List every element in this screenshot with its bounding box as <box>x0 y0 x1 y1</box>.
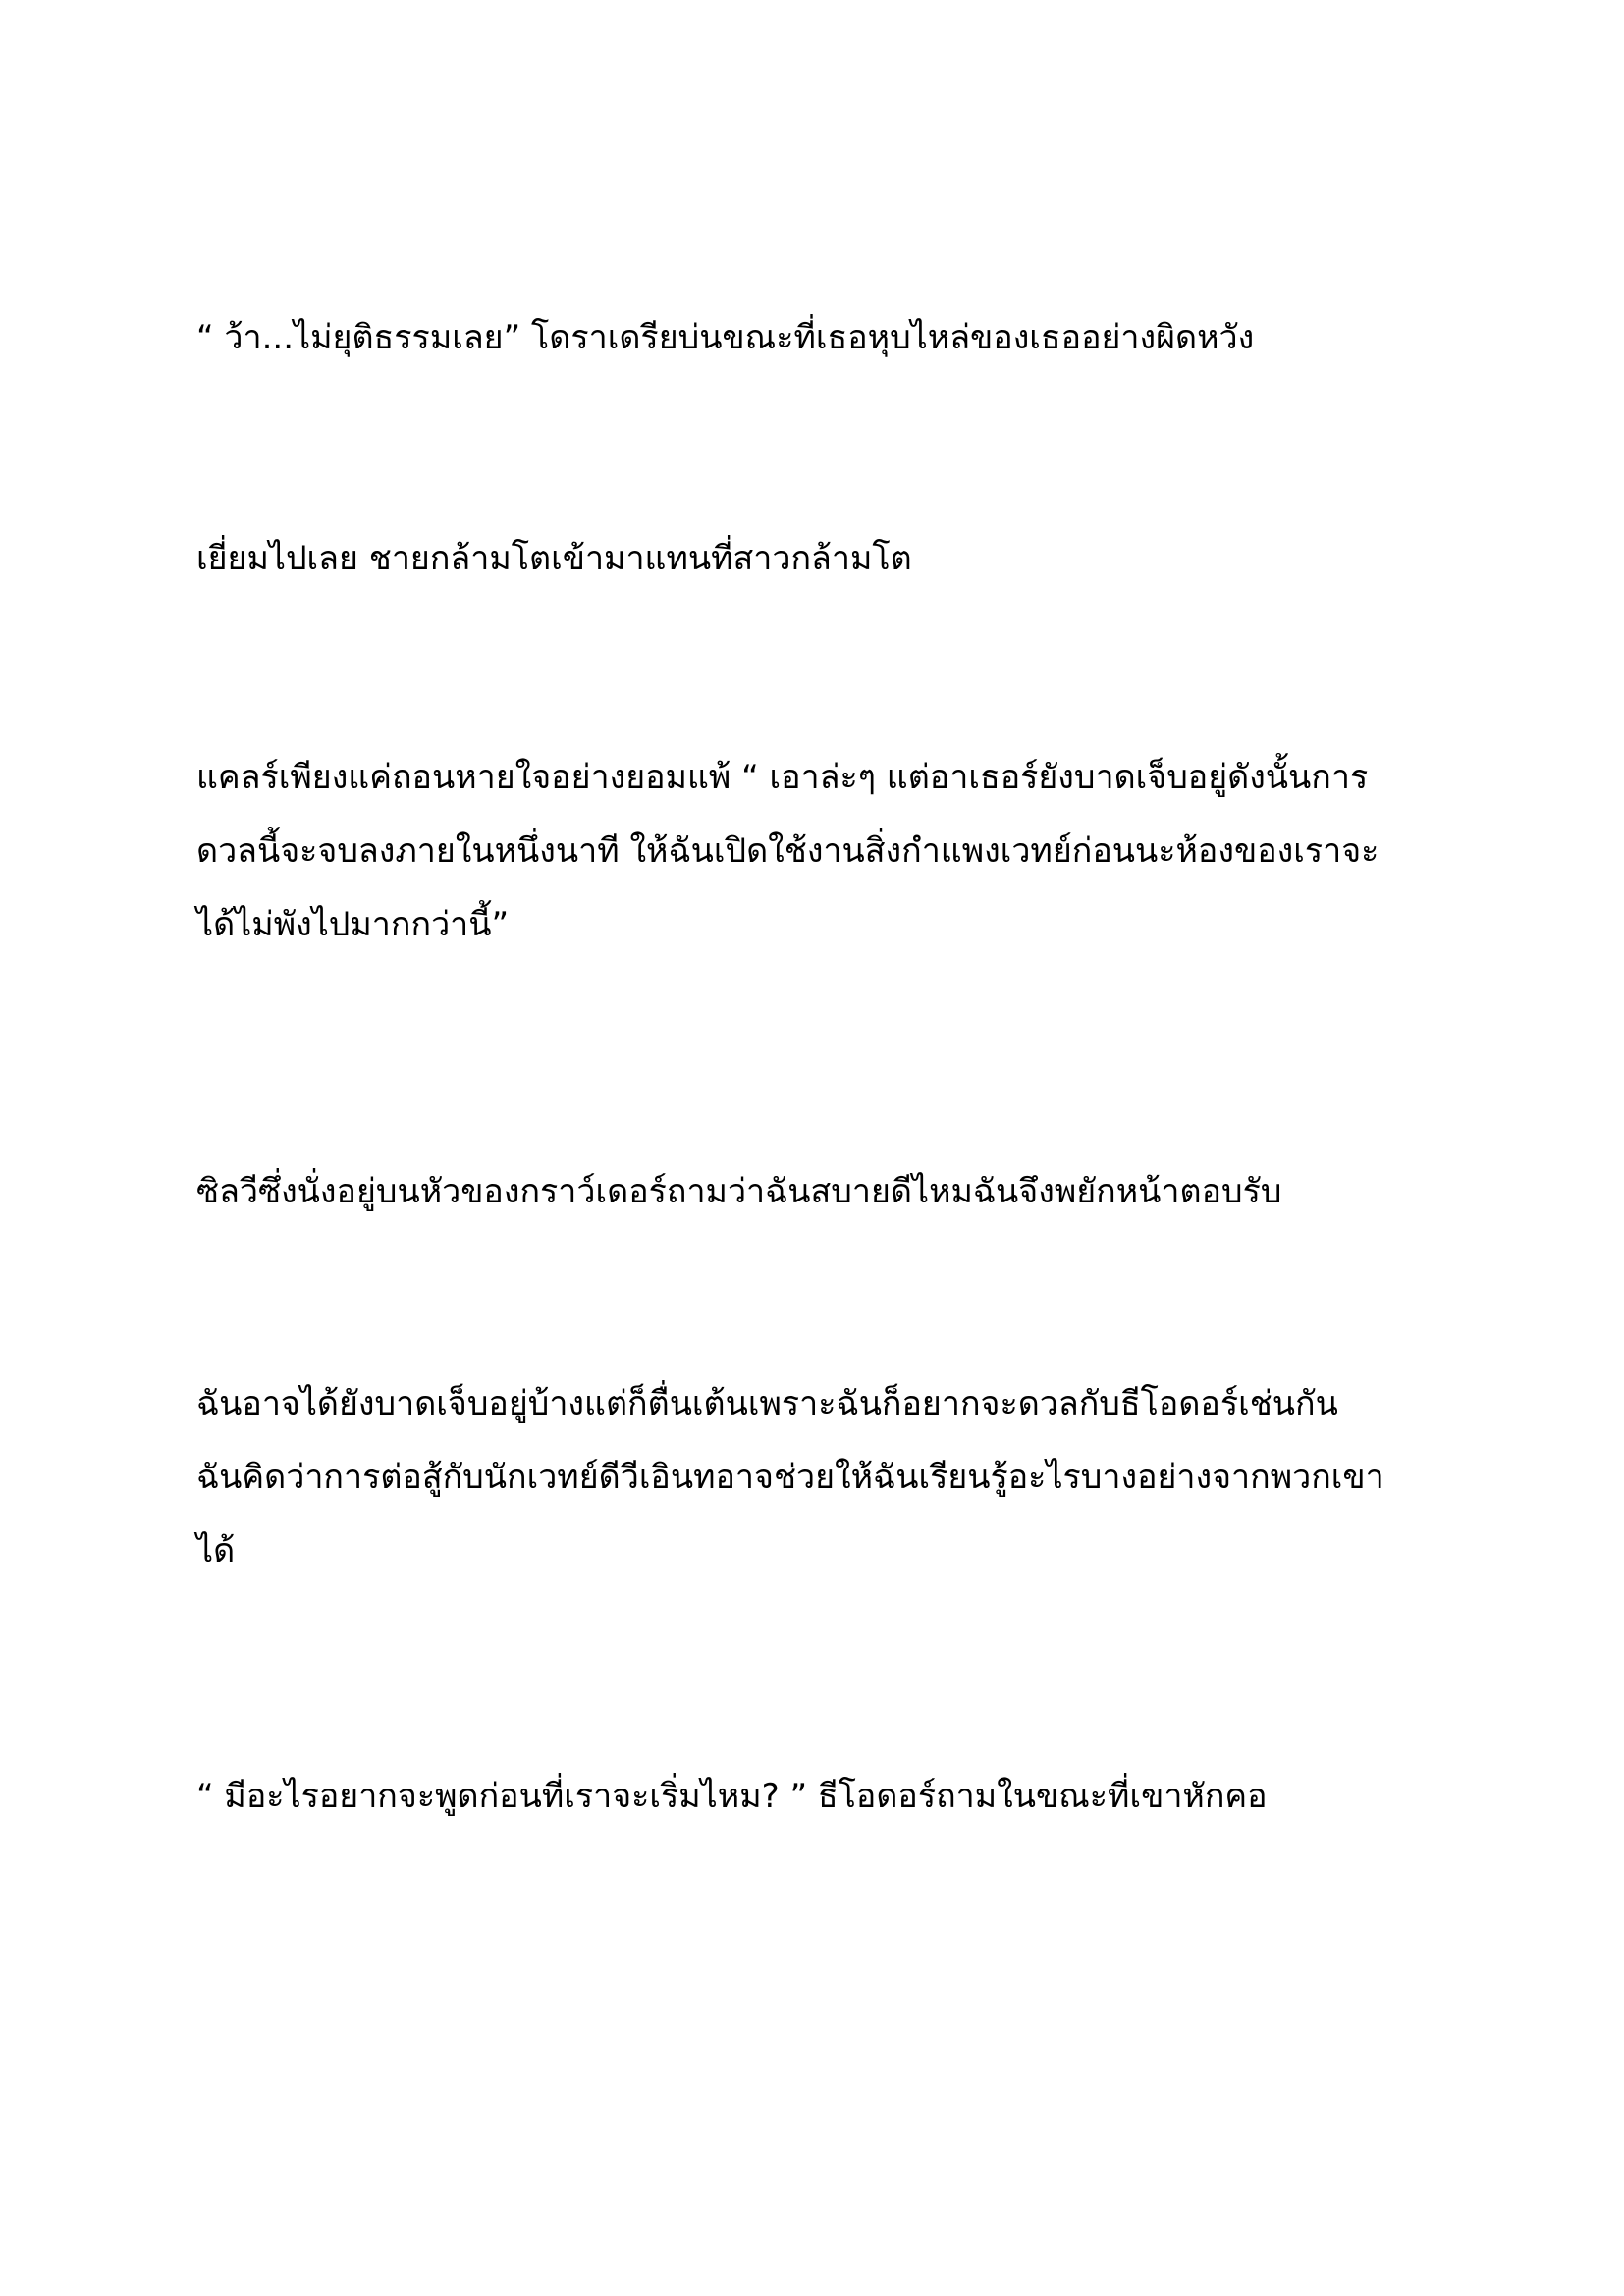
text-line: แคลร์เพียงแค่ถอนหายใจอย่างยอมแพ้ “ เอาล่ะๆ แต่อาเธอร์ยังบาดเจ็บอยู่ดังนั้นการ <box>196 758 1369 797</box>
paragraph <box>196 301 1463 375</box>
text-line: ฉันอาจได้ยังบาดเจ็บอยู่บ้างแต่ก็ตื่นเต้นเพราะฉันก็อยากจะดวลกับธีโอดอร์เช่นกัน <box>196 1384 1338 1423</box>
paragraph <box>196 741 1463 962</box>
paragraph <box>196 1367 1463 1588</box>
text-line: “ มีอะไรอยากจะพูดก่อนที่เราจะเริ่มไหม? ” ธีโอดอร์ถามในขณะที่เขาหักคอ <box>196 1777 1268 1816</box>
paragraph <box>196 1760 1463 1834</box>
text-line: เยี่ยมไปเลย ชายกล้ามโตเข้ามาแทนที่สาวกล้ามโต <box>196 539 912 578</box>
text-line: ได้ไม่พังไปมากกว่านี้” <box>196 905 510 944</box>
text-line: ซิลวีซึ่งนั่งอยู่บนหัวของกราว์เดอร์ถามว่าฉันสบายดีไหมฉันจึงพยักหน้าตอบรับ <box>196 1172 1282 1211</box>
paragraph <box>196 1155 1463 1229</box>
paragraph <box>196 522 1463 596</box>
text-line: ได้ <box>196 1531 236 1571</box>
text-line: ฉันคิดว่าการต่อสู้กับนักเวทย์ดีวีเอินทอาจช่วยให้ฉันเรียนรู้อะไรบางอย่างจากพวกเขา <box>196 1458 1384 1497</box>
text-line: ดวลนี้จะจบลงภายในหนึ่งนาที ให้ฉันเปิดใช้งานสิ่งกำแพงเวทย์ก่อนนะห้องของเราจะ <box>196 831 1380 871</box>
text-line: “ ว้า...ไม่ยุติธรรมเลย” โดราเดรียบ่นขณะที่เธอหุบไหล่ของเธออย่างผิดหวัง <box>196 318 1255 357</box>
